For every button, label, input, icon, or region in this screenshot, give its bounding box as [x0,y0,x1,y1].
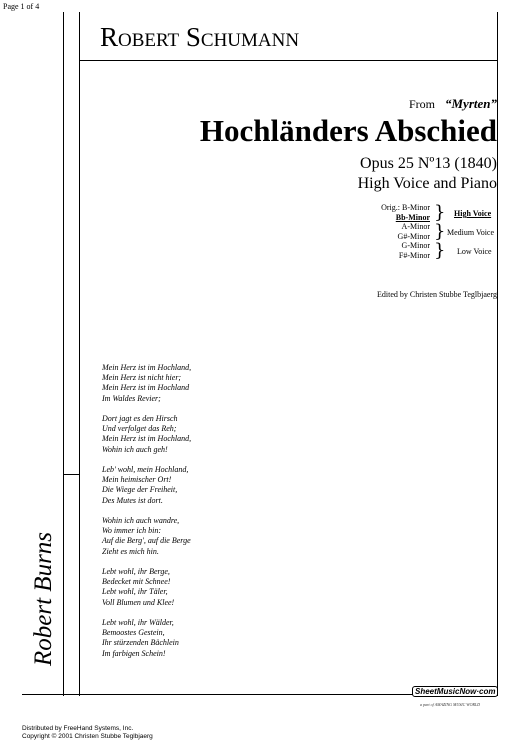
poem-line: Ihr stürzenden Bächlein [102,638,179,648]
poem-line: Mein heimischer Ort! [102,475,172,485]
poem-stanza-4 [102,516,191,557]
medium-key-1: A-Minor [401,222,430,231]
poem-line: Im farbigen Schein! [102,648,166,658]
footer-distributor: Distributed by FreeHand Systems, Inc. [22,725,134,732]
source-work-line [409,96,497,112]
voice-medium: Medium Voice [447,228,495,237]
brace-high: } [434,202,446,223]
footer-copyright: Copyright © 2001 Christen Stubbe Teglbjaerg [22,732,153,740]
poem-line: Die Wiege der Freiheit, [102,485,178,495]
footer-credits [22,725,153,740]
poem-line: Bemoostes Gestein, [102,628,165,638]
frame-line-top [79,60,497,61]
voice-high: High Voice [454,209,492,218]
poem-stanza-3 [102,465,191,506]
poem-line: Lebt wohl, ihr Berge, [102,567,170,576]
poem-line: Auf die Berg', auf die Berge [102,536,191,546]
frame-line-right [497,12,498,696]
poem-line: Mein Herz ist im Hochland, [102,434,192,444]
voice-low: Low Voice [457,247,492,256]
page-indicator: Page 1 of 4 [3,2,40,11]
original-key: Orig.: B-Minor [381,203,430,212]
frame-line-left-inner [79,12,80,696]
editor-credit: Edited by Christen Stubbe Teglbjaerg [376,290,497,299]
poem-line: Lebt wohl, ihr Wälder, [102,618,174,627]
from-label: From [408,97,435,111]
song-title: Hochländers Abschied [199,113,497,148]
low-key-2: F#-Minor [398,250,430,260]
composer-name: Robert Schumann [100,22,300,52]
frame-line-left-outer [63,12,64,696]
poem-line: Mein Herz ist im Hochland [102,383,190,393]
poem-line: Mein Herz ist im Hochland, [102,363,192,372]
frame-line-poet-divider [64,474,79,475]
poem-line: Wohin ich auch geh! [102,444,168,454]
poem-line: Voll Blumen und Klee! [102,597,175,607]
voicing: High Voice and Piano [357,175,497,192]
poet-name: Robert Burns [30,531,57,666]
brace-medium: } [434,221,446,242]
poem-line: Wohin ich auch wandre, [102,516,180,525]
poem-line: Dort jagt es den Hirsch [102,414,178,423]
poem-stanza-5 [102,567,191,608]
key-list [381,203,430,260]
source-work: “Myrten” [445,96,497,111]
poem-line: Leb' wohl, mein Hochland, [102,465,189,474]
poem-line: Bedecket mit Schnee! [102,577,171,587]
poem-line: Und verfolget das Reh; [102,424,177,434]
poem-text [102,363,191,669]
brace-low: } [434,240,446,261]
poem-line: Zieht es mich hin. [102,546,159,556]
poem-stanza-1 [102,363,191,404]
poem-line: Wo immer ich bin: [102,526,162,536]
poem-stanza-2 [102,414,191,455]
publisher-logo-subtitle: a part of AMAZING MUSIC WORLD [420,702,481,707]
poem-line: Mein Herz ist nicht hier; [102,373,182,383]
poem-stanza-6 [102,618,191,659]
medium-key-2: G#-Minor [397,231,430,241]
poem-line: Des Mutes ist dort. [102,495,163,505]
high-key: Bb-Minor [395,212,430,222]
opus-number: Opus 25 Nº13 (1840) [360,155,497,172]
publisher-logo: SheetMusicNow·com [412,686,498,697]
poem-line: Im Waldes Revier; [102,393,161,403]
low-key-1: G-Minor [401,241,430,250]
poem-line: Lebt wohl, ihr Täler, [102,587,168,597]
